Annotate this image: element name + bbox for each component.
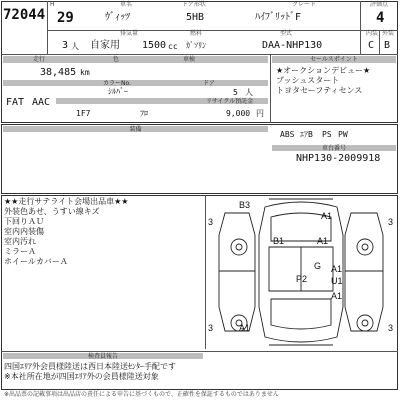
color-value: ｼﾙﾊﾞｰ bbox=[108, 87, 128, 96]
mileage-label: 走行 bbox=[33, 56, 46, 63]
car-damage-diagram bbox=[205, 195, 398, 349]
chassis-label: 車台番号 bbox=[321, 145, 346, 152]
divider bbox=[270, 54, 271, 123]
damage-code-glass: G bbox=[314, 261, 322, 271]
model-label: 車名 bbox=[120, 1, 133, 8]
tire-front-right: 3 bbox=[388, 323, 394, 333]
selling-point: プッシュスタート bbox=[276, 76, 340, 85]
remarks bbox=[4, 362, 176, 382]
grade-label: グレード bbox=[292, 1, 317, 8]
divider bbox=[379, 30, 380, 54]
equipment-airbag: ｴｱB bbox=[300, 130, 313, 139]
doors-label: ドア形状 bbox=[182, 1, 206, 8]
doors-count-label: ドア bbox=[203, 80, 215, 87]
color-code-label: カラーNo. bbox=[103, 80, 131, 87]
inspection-label: 車検 bbox=[183, 56, 196, 63]
divider bbox=[1, 54, 398, 55]
note-line: 室内内装傷 bbox=[4, 227, 44, 236]
color-label: 色 bbox=[113, 56, 120, 63]
chassis-label-bar bbox=[272, 145, 396, 151]
interior-label: 内装 bbox=[366, 30, 379, 37]
chassis-number: NHP130-2009918 bbox=[296, 153, 381, 164]
note-line: ホイールカバーＡ bbox=[4, 257, 68, 266]
displacement-label: 排気量 bbox=[120, 30, 139, 37]
selling-point: トヨタセーフティセンス bbox=[276, 86, 363, 95]
selling-point: ★オークションデビュー★ bbox=[276, 66, 371, 75]
selling-points-label: セールスポイント bbox=[310, 56, 358, 63]
tire-rear-right: 3 bbox=[388, 217, 394, 227]
note-line: ミラーＡ bbox=[4, 247, 36, 256]
damage-code-door-right: A1 bbox=[331, 264, 343, 274]
equipment-pw: PW bbox=[338, 130, 348, 139]
model-code-label: 型式 bbox=[280, 30, 293, 37]
remark-line: 四国ｴﾘｱ外会員様陸送は西日本陸送ｾﾝﾀｰ手配です bbox=[4, 362, 176, 371]
model-year: 29 bbox=[57, 10, 74, 26]
footer-note: ※出品票の記載事項は出品店の責任による申告に基づくもので、正確性を保証するものではありません bbox=[4, 391, 279, 398]
overall-score: 4 bbox=[376, 10, 385, 26]
recycle-unit: 円 bbox=[256, 109, 264, 118]
inspection-notes bbox=[4, 197, 128, 267]
note-line: ★★走行サテライト会場出品車★★ bbox=[4, 197, 129, 206]
recycle-label: リサイクル預託金 bbox=[206, 98, 254, 105]
damage-code-front-left: A1 bbox=[239, 323, 251, 333]
equipment-ps: PS bbox=[322, 130, 332, 139]
lot-number: 72044 bbox=[3, 7, 46, 23]
damage-code-dent: U1 bbox=[331, 276, 343, 286]
displacement-value: 1500 bbox=[142, 40, 167, 51]
equipment-label: 装備 bbox=[129, 126, 142, 133]
damage-code-rear-left: B3 bbox=[239, 200, 251, 210]
mileage-unit: km bbox=[80, 68, 90, 77]
remarks-label: 検査員報告 bbox=[87, 353, 118, 360]
fuel-label: 燃料 bbox=[190, 30, 203, 37]
color-code-secondary: ﾌﾛ bbox=[140, 109, 148, 118]
damage-code-roof-right: A1 bbox=[317, 236, 329, 246]
transmission: FAT bbox=[6, 97, 25, 108]
damage-code-bonnet: P2 bbox=[296, 274, 308, 284]
tire-rear-left: 3 bbox=[208, 217, 214, 227]
specs-label-bar bbox=[3, 56, 268, 63]
code-label-bar bbox=[56, 98, 268, 104]
remark-line: ※本社所在地が四国ｴﾘｱ外の会員様陸送対象 bbox=[4, 372, 159, 381]
equipment-label-bar bbox=[3, 126, 268, 132]
divider bbox=[47, 30, 398, 31]
note-line: 外装色あせ、うすい線キズ bbox=[4, 207, 100, 216]
model-code-value: DAA-NHP130 bbox=[262, 40, 323, 51]
doors-count: 5 bbox=[233, 88, 238, 97]
model-name: ｳﾞｨｯﾂ bbox=[105, 12, 130, 23]
door-type: 5HB bbox=[186, 12, 205, 23]
grade-value: ﾊｲﾌﾞﾘｯﾄﾞF bbox=[255, 12, 302, 23]
divider bbox=[360, 1, 361, 54]
usage-value: 自家用 bbox=[90, 40, 120, 51]
damage-code-rear-right: A1 bbox=[321, 211, 333, 221]
note-line: 下回りＡＵ bbox=[4, 217, 44, 226]
exterior-label: 外装 bbox=[382, 30, 395, 37]
color-label-bar bbox=[3, 80, 268, 86]
seats-unit: 人 bbox=[71, 42, 79, 51]
remarks-label-bar bbox=[3, 353, 203, 359]
equipment-abs: ABS bbox=[280, 130, 295, 139]
color-code: 1F7 bbox=[76, 109, 91, 118]
interior-score: C bbox=[368, 40, 375, 51]
tire-front-left: 3 bbox=[208, 323, 214, 333]
damage-code-roof-left: B1 bbox=[273, 236, 285, 246]
note-line: 室内汚れ bbox=[4, 237, 36, 246]
mileage-value: 38,485 bbox=[40, 67, 77, 78]
damage-code-fender-right: A1 bbox=[331, 291, 343, 301]
seats-value: 3 bbox=[62, 40, 69, 51]
recycle-value: 9,000 bbox=[226, 109, 251, 118]
divider bbox=[47, 1, 48, 54]
divider bbox=[1, 351, 398, 352]
exterior-score: B bbox=[384, 40, 391, 51]
aircon: AAC bbox=[32, 97, 51, 108]
fuel-value: ｶﾞｿﾘﾝ bbox=[186, 41, 206, 50]
displacement-unit: cc bbox=[168, 42, 178, 51]
score-label: 評価点 bbox=[370, 1, 389, 8]
selling-points-list bbox=[276, 66, 370, 96]
selling-points-bar bbox=[272, 56, 396, 63]
era-mark: H bbox=[50, 1, 55, 8]
doors-unit: 人 bbox=[245, 88, 253, 97]
